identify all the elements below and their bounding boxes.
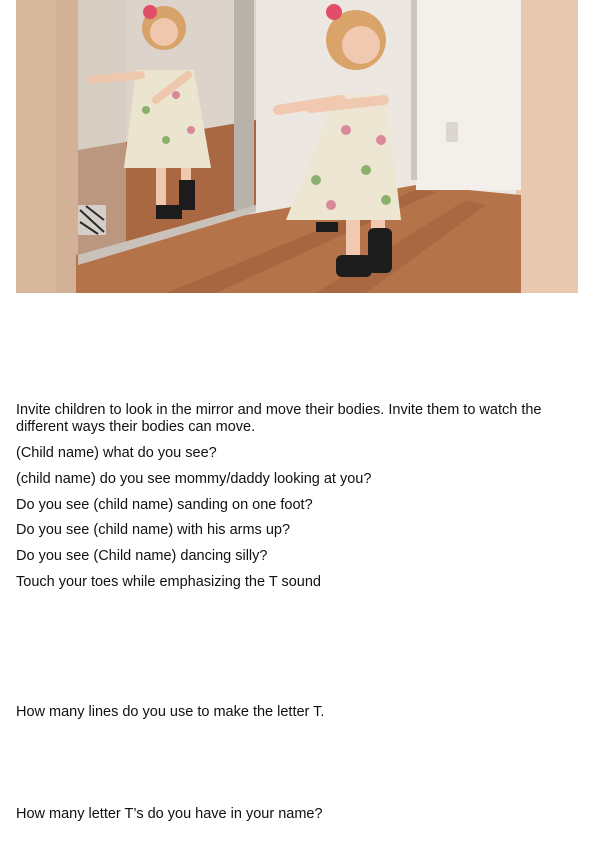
photo-illustration [16, 0, 578, 293]
question-letters-in-name: How many letter T’s do you have in your name? [16, 806, 323, 822]
prompt-line: (Child name) what do you see? [16, 445, 217, 461]
prompt-line: Do you see (Child name) dancing silly? [16, 548, 268, 564]
prompt-line: Touch your toes while emphasizing the T sound [16, 574, 321, 590]
question-letter-lines: How many lines do you use to make the letter T. [16, 704, 325, 720]
prompt-line: (child name) do you see mommy/daddy looking at you? [16, 471, 372, 487]
prompt-line: Do you see (child name) with his arms up? [16, 522, 291, 538]
intro-paragraph: Invite children to look in the mirror and move their bodies. Invite them to watch the different ways their bodies can move. [16, 402, 542, 435]
prompt-line: Do you see (child name) sanding on one foot? [16, 497, 313, 513]
photo-toddler-mirror [16, 0, 578, 293]
